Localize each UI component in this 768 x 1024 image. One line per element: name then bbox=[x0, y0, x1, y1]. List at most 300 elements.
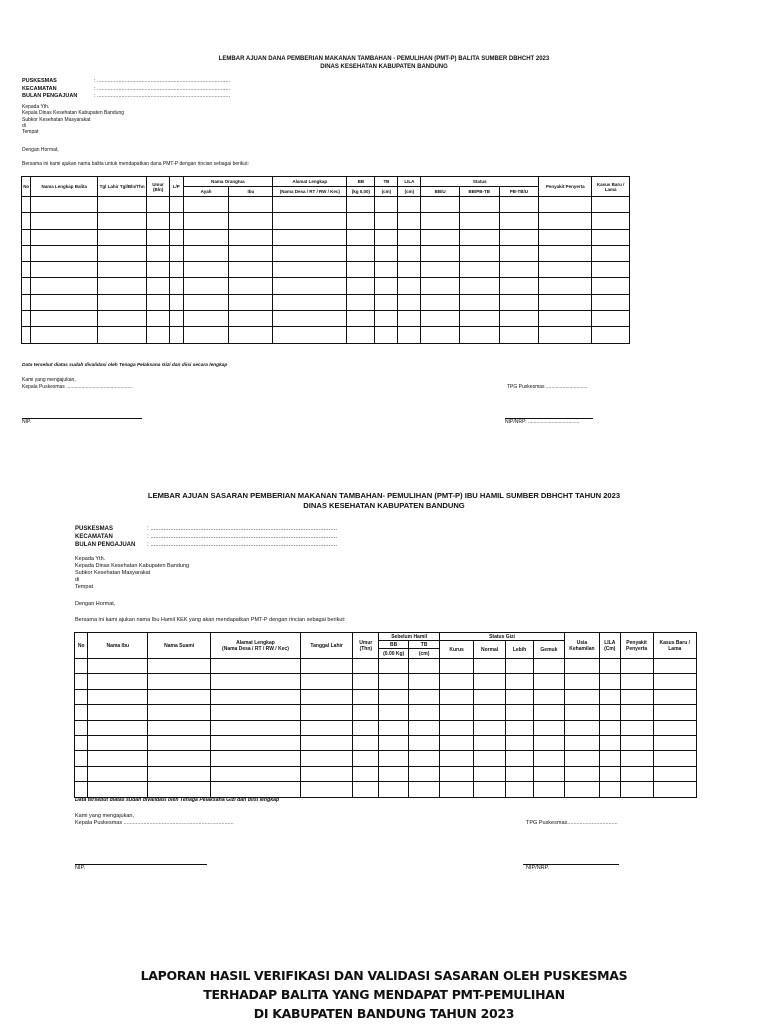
balita-table-cell bbox=[22, 245, 31, 261]
ibuhamil-table bbox=[74, 632, 697, 798]
ibuhamil-table-cell bbox=[474, 674, 506, 689]
ibuhamil-table-cell bbox=[300, 735, 353, 750]
ibuhamil-table-cell bbox=[533, 782, 564, 797]
ibuhamil-table-cell bbox=[75, 689, 88, 704]
ibuhamil-table-cell bbox=[409, 659, 440, 674]
balita-table-cell bbox=[31, 229, 98, 245]
balita-table-cell bbox=[459, 311, 499, 327]
balita-table-cell bbox=[170, 245, 184, 261]
ibuhamil-table-cell bbox=[409, 705, 440, 720]
th-alamat: Alamat Lengkap bbox=[273, 177, 347, 187]
th-alamat-sub: (Nama Desa / RT / RW / Kec) bbox=[273, 187, 347, 197]
ih-th-tanggal: Tanggal Lahir bbox=[300, 633, 353, 659]
balita-table-cell bbox=[539, 245, 592, 261]
ibuhamil-table-cell bbox=[353, 766, 379, 781]
ibuhamil-table-cell bbox=[440, 751, 474, 766]
ibuhamil-table-cell bbox=[506, 674, 534, 689]
ibuhamil-table-cell bbox=[409, 735, 440, 750]
ih-th-nama-suami: Nama Suami bbox=[148, 633, 211, 659]
ibuhamil-table-cell bbox=[379, 659, 409, 674]
balita-table-cell bbox=[183, 311, 229, 327]
balita-table-cell bbox=[459, 213, 499, 229]
ibuhamil-table-cell bbox=[506, 659, 534, 674]
ibuhamil-table-cell bbox=[599, 689, 620, 704]
ibuhamil-table-cell bbox=[211, 689, 301, 704]
balita-table-cell bbox=[375, 327, 398, 343]
th-kasus: Kasus Baru / Lama bbox=[592, 177, 630, 197]
balita-table-cell bbox=[539, 229, 592, 245]
balita-table-cell bbox=[347, 327, 375, 343]
th-tb-sub: (cm) bbox=[375, 187, 398, 197]
balita-table-cell bbox=[273, 294, 347, 310]
balita-table-cell bbox=[459, 327, 499, 343]
balita-table-cell bbox=[229, 229, 273, 245]
ibuhamil-table-cell bbox=[353, 674, 379, 689]
th-nama: Nama Lengkap Balita bbox=[31, 177, 98, 197]
balita-table-cell bbox=[170, 294, 184, 310]
balita-meta bbox=[22, 78, 230, 101]
ibuhamil-table-cell bbox=[75, 674, 88, 689]
balita-table-cell bbox=[273, 197, 347, 213]
balita-table-cell bbox=[421, 213, 460, 229]
ibuhamil-table-cell bbox=[88, 766, 148, 781]
ibuhamil-table-cell bbox=[148, 751, 211, 766]
balita-table-cell bbox=[421, 327, 460, 343]
balita-table-cell bbox=[273, 213, 347, 229]
ibuhamil-address: Kepada Yth. Kepada Dinas Kesehatan Kabupaten Bandung Subkor Kesehatan Masyarakat di Tempat bbox=[75, 556, 190, 590]
balita-table-cell bbox=[539, 262, 592, 278]
balita-table-cell bbox=[499, 229, 539, 245]
th-no: No bbox=[22, 177, 31, 197]
ibuhamil-table-cell bbox=[533, 705, 564, 720]
balita-table-cell bbox=[31, 197, 98, 213]
balita-table-cell bbox=[183, 262, 229, 278]
balita-table-cell bbox=[375, 229, 398, 245]
ibuhamil-table-cell bbox=[440, 705, 474, 720]
ibuhamil-sign-left: Kami yang mengajukan, Kepala Puskesmas ........................................................................ bbox=[75, 813, 234, 826]
balita-table-cell bbox=[98, 294, 147, 310]
balita-table-cell bbox=[459, 262, 499, 278]
ibuhamil-table-cell bbox=[533, 751, 564, 766]
balita-table-cell bbox=[347, 197, 375, 213]
balita-table-cell bbox=[398, 311, 421, 327]
balita-table-cell bbox=[539, 278, 592, 294]
balita-table-cell bbox=[229, 213, 273, 229]
ibuhamil-table-cell bbox=[506, 705, 534, 720]
ibuhamil-meta-kecamatan: KECAMATAN : ................................................................................................................ bbox=[75, 534, 338, 541]
ibuhamil-table-cell bbox=[379, 674, 409, 689]
balita-table-cell bbox=[347, 311, 375, 327]
ibuhamil-table-cell bbox=[440, 659, 474, 674]
ih-th-sebelum: Sebelum Hamil bbox=[379, 633, 440, 641]
ih-th-lila: LILA (Cm) bbox=[599, 633, 620, 659]
th-bb-sub: (kg 0,00) bbox=[347, 187, 375, 197]
th-orangtua: Nama Orangtua bbox=[183, 177, 273, 187]
ibuhamil-table-cell bbox=[211, 782, 301, 797]
balita-table-cell bbox=[147, 197, 170, 213]
ibuhamil-table-cell bbox=[533, 766, 564, 781]
ibuhamil-table-cell bbox=[564, 720, 599, 735]
balita-table-cell bbox=[421, 294, 460, 310]
balita-table-cell bbox=[98, 229, 147, 245]
ibuhamil-table-cell bbox=[211, 735, 301, 750]
balita-table-cell bbox=[273, 311, 347, 327]
ibuhamil-table-cell bbox=[474, 751, 506, 766]
ibuhamil-table-cell bbox=[564, 705, 599, 720]
balita-table-cell bbox=[98, 213, 147, 229]
ibuhamil-nip-left: NIP. bbox=[75, 865, 85, 871]
balita-table-cell bbox=[229, 327, 273, 343]
th-bbpb: BB/PB-TB bbox=[459, 187, 499, 197]
balita-table-cell bbox=[592, 327, 630, 343]
ih-th-tb: TB bbox=[409, 641, 440, 649]
balita-table-cell bbox=[347, 229, 375, 245]
balita-table-cell bbox=[147, 311, 170, 327]
balita-table-cell bbox=[499, 197, 539, 213]
ibuhamil-table-cell bbox=[564, 751, 599, 766]
balita-table-cell bbox=[375, 278, 398, 294]
th-pbtbu: PB-TB/U bbox=[499, 187, 539, 197]
balita-table-cell bbox=[592, 262, 630, 278]
balita-greeting: Dengan Hormat, bbox=[22, 147, 59, 153]
balita-table-cell bbox=[229, 262, 273, 278]
balita-table-cell bbox=[499, 294, 539, 310]
ih-th-status-gizi: Status Gizi bbox=[440, 633, 565, 641]
ibuhamil-table-cell bbox=[533, 674, 564, 689]
bottom-title-line1: LAPORAN HASIL VERIFIKASI DAN VALIDASI SASARAN OLEH PUSKESMAS bbox=[140, 968, 628, 983]
balita-table-cell bbox=[147, 327, 170, 343]
balita-table-cell bbox=[499, 278, 539, 294]
balita-table-cell bbox=[459, 197, 499, 213]
ibuhamil-note: Data tersebut diatas sudah divalidasi oleh Tenaga Pelaksana Gizi dan diisi lengkap bbox=[75, 797, 280, 803]
th-status: Status bbox=[421, 177, 539, 187]
ibuhamil-table-cell bbox=[474, 659, 506, 674]
balita-table-cell bbox=[398, 245, 421, 261]
th-penyakit: Penyakit Penyerta bbox=[539, 177, 592, 197]
ibuhamil-table-cell bbox=[300, 751, 353, 766]
balita-table-cell bbox=[229, 245, 273, 261]
balita-nip-left: NIP. bbox=[22, 419, 32, 425]
balita-table-cell bbox=[421, 229, 460, 245]
balita-table-cell bbox=[375, 213, 398, 229]
ibuhamil-table-cell bbox=[75, 782, 88, 797]
ibuhamil-table-cell bbox=[379, 751, 409, 766]
ibuhamil-table-cell bbox=[506, 689, 534, 704]
balita-table-cell bbox=[170, 262, 184, 278]
balita-address: Kepada Yth. Kepala Dinas Kesehatan Kabupaten Bandung Subkor Kesehatan Masyarakat di Tempat bbox=[22, 104, 125, 136]
ibuhamil-table-row bbox=[75, 659, 697, 674]
ibuhamil-table-cell bbox=[409, 674, 440, 689]
balita-table-cell bbox=[539, 311, 592, 327]
balita-table-cell bbox=[539, 213, 592, 229]
bottom-title-line3: DI KABUPATEN BANDUNG TAHUN 2023 bbox=[253, 1006, 515, 1021]
ibuhamil-table-cell bbox=[506, 720, 534, 735]
ibuhamil-table-cell bbox=[75, 766, 88, 781]
ibuhamil-table-cell bbox=[564, 782, 599, 797]
balita-table-cell bbox=[421, 278, 460, 294]
ibuhamil-table-cell bbox=[148, 782, 211, 797]
ibuhamil-table-cell bbox=[440, 735, 474, 750]
ibuhamil-table-cell bbox=[506, 782, 534, 797]
balita-table-cell bbox=[229, 311, 273, 327]
ih-th-kurus: Kurus bbox=[440, 641, 474, 659]
balita-sign-line-left bbox=[22, 418, 142, 419]
balita-table-cell bbox=[347, 262, 375, 278]
ibuhamil-table-cell bbox=[409, 720, 440, 735]
balita-table-cell bbox=[147, 278, 170, 294]
ibuhamil-table-cell bbox=[440, 674, 474, 689]
ibuhamil-table-cell bbox=[300, 659, 353, 674]
balita-table-row bbox=[22, 229, 630, 245]
balita-table-row bbox=[22, 327, 630, 343]
balita-table-cell bbox=[592, 213, 630, 229]
th-lp: L/P bbox=[170, 177, 184, 197]
ibuhamil-table-cell bbox=[75, 751, 88, 766]
ibuhamil-table-row bbox=[75, 735, 697, 750]
ibuhamil-title-line2: DINAS KESEHATAN KABUPATEN BANDUNG bbox=[303, 501, 465, 510]
balita-table-cell bbox=[592, 229, 630, 245]
balita-table-cell bbox=[229, 197, 273, 213]
ibuhamil-table-cell bbox=[88, 659, 148, 674]
balita-table-cell bbox=[592, 245, 630, 261]
ibuhamil-table-cell bbox=[75, 720, 88, 735]
ibuhamil-table-cell bbox=[653, 689, 696, 704]
ih-th-lebih: Lebih bbox=[506, 641, 534, 659]
ibuhamil-title-line1: LEMBAR AJUAN SASARAN PEMBERIAN MAKANAN TAMBAHAN- PEMULIHAN (PMT-P) IBU HAMIL SUMBER DBHCHT TAHUN 2023 bbox=[147, 491, 621, 500]
balita-table-cell bbox=[273, 229, 347, 245]
ibuhamil-table-cell bbox=[88, 674, 148, 689]
balita-table-cell bbox=[499, 213, 539, 229]
balita-table bbox=[21, 176, 630, 344]
balita-table-cell bbox=[421, 245, 460, 261]
balita-nip-right: NIP/NRP: ..................................... bbox=[505, 419, 580, 425]
ibuhamil-table-cell bbox=[409, 689, 440, 704]
ih-th-nama-ibu: Nama Ibu bbox=[88, 633, 148, 659]
th-ibu: Ibu bbox=[229, 187, 273, 197]
ibuhamil-table-cell bbox=[474, 766, 506, 781]
ibuhamil-table-cell bbox=[620, 782, 653, 797]
th-tgl-lahir: Tgl Lahir Tgl/Bln/Thn bbox=[98, 177, 147, 197]
balita-sign-left: Kami yang mengajukan, Kepala Puskesmas ................................................ bbox=[22, 377, 133, 390]
ibuhamil-table-cell bbox=[353, 720, 379, 735]
balita-table-cell bbox=[31, 311, 98, 327]
balita-intro: Bersama ini kami ajukan nama balita untuk mendapatkan dana PMT-P dengan rincian sebagai berikut: bbox=[22, 161, 249, 167]
balita-table-cell bbox=[592, 311, 630, 327]
balita-table-cell bbox=[229, 294, 273, 310]
ibuhamil-table-cell bbox=[440, 689, 474, 704]
ibuhamil-table-cell bbox=[474, 720, 506, 735]
balita-table-cell bbox=[375, 294, 398, 310]
ibuhamil-table-cell bbox=[599, 735, 620, 750]
ibuhamil-table-cell bbox=[533, 720, 564, 735]
balita-table-cell bbox=[229, 278, 273, 294]
ibuhamil-table-cell bbox=[379, 720, 409, 735]
balita-table-cell bbox=[183, 278, 229, 294]
balita-table-cell bbox=[98, 262, 147, 278]
ih-th-usia: Usia Kehamilan bbox=[564, 633, 599, 659]
ibuhamil-table-cell bbox=[533, 689, 564, 704]
ibuhamil-table-cell bbox=[353, 659, 379, 674]
ibuhamil-table-cell bbox=[75, 735, 88, 750]
ibuhamil-table-cell bbox=[148, 766, 211, 781]
balita-table-cell bbox=[183, 213, 229, 229]
ibuhamil-title bbox=[0, 491, 768, 511]
ibuhamil-table-cell bbox=[440, 782, 474, 797]
balita-table-cell bbox=[22, 197, 31, 213]
ih-th-tb-sub: (cm) bbox=[409, 649, 440, 659]
ibuhamil-table-cell bbox=[409, 782, 440, 797]
balita-table-row bbox=[22, 197, 630, 213]
balita-table-cell bbox=[273, 262, 347, 278]
ibuhamil-meta-bulan: BULAN PENGAJUAN : ................................................................................................................ bbox=[75, 542, 338, 549]
balita-table-cell bbox=[398, 278, 421, 294]
ibuhamil-intro: Bersama ini kami ajukan nama Ibu Hamil KEK yang akan mendapatkan PMT-P dengan rincian sebagai berikut: bbox=[75, 617, 346, 623]
ibuhamil-table-cell bbox=[148, 674, 211, 689]
ibuhamil-sign-line-left bbox=[75, 864, 207, 865]
balita-table-cell bbox=[592, 294, 630, 310]
balita-table-cell bbox=[499, 327, 539, 343]
bottom-title bbox=[0, 966, 768, 1023]
balita-table-row bbox=[22, 311, 630, 327]
balita-table-cell bbox=[147, 294, 170, 310]
balita-table-cell bbox=[499, 262, 539, 278]
ibuhamil-table-cell bbox=[353, 705, 379, 720]
ih-th-bb-sub: (0.00 Kg) bbox=[379, 649, 409, 659]
ibuhamil-table-cell bbox=[211, 751, 301, 766]
ibuhamil-table-cell bbox=[653, 705, 696, 720]
balita-table-cell bbox=[183, 245, 229, 261]
ibuhamil-table-cell bbox=[148, 659, 211, 674]
balita-table-cell bbox=[499, 245, 539, 261]
balita-table-cell bbox=[398, 197, 421, 213]
th-umur: Umur (Bln) bbox=[147, 177, 170, 197]
ibuhamil-table-cell bbox=[620, 751, 653, 766]
ibuhamil-table-cell bbox=[88, 751, 148, 766]
ibuhamil-table-row bbox=[75, 674, 697, 689]
ibuhamil-table-cell bbox=[474, 705, 506, 720]
ibuhamil-table-cell bbox=[653, 659, 696, 674]
ibuhamil-table-cell bbox=[75, 705, 88, 720]
balita-table-cell bbox=[592, 278, 630, 294]
ih-th-gemuk: Gemuk bbox=[533, 641, 564, 659]
balita-table-cell bbox=[459, 278, 499, 294]
ibuhamil-table-cell bbox=[211, 659, 301, 674]
balita-table-cell bbox=[398, 327, 421, 343]
ibuhamil-table-cell bbox=[148, 705, 211, 720]
balita-table-cell bbox=[170, 327, 184, 343]
ibuhamil-table-cell bbox=[653, 751, 696, 766]
balita-table-cell bbox=[459, 245, 499, 261]
ibuhamil-meta-puskesmas: PUSKESMAS : ................................................................................................................ bbox=[75, 526, 338, 532]
balita-table-cell bbox=[22, 229, 31, 245]
ih-th-penyakit: Penyakit Penyerta bbox=[620, 633, 653, 659]
ibuhamil-table-cell bbox=[379, 735, 409, 750]
balita-table-cell bbox=[183, 327, 229, 343]
ibuhamil-table-row bbox=[75, 766, 697, 781]
ibuhamil-sign-right: TPG Puskesmas................................. bbox=[526, 820, 618, 826]
balita-table-body bbox=[22, 197, 630, 344]
ibuhamil-table-cell bbox=[599, 782, 620, 797]
balita-meta-kecamatan: KECAMATAN : ....................................................................................... bbox=[22, 85, 230, 92]
ibuhamil-table-cell bbox=[474, 782, 506, 797]
ibuhamil-table-cell bbox=[379, 705, 409, 720]
ibuhamil-table-cell bbox=[620, 674, 653, 689]
balita-table-cell bbox=[375, 245, 398, 261]
ih-th-normal: Normal bbox=[474, 641, 506, 659]
ibuhamil-table-cell bbox=[300, 720, 353, 735]
ibuhamil-table-cell bbox=[564, 735, 599, 750]
ibuhamil-table-body bbox=[75, 659, 697, 798]
balita-table-row bbox=[22, 278, 630, 294]
th-ayah: Ayah bbox=[183, 187, 229, 197]
ibuhamil-table-cell bbox=[75, 659, 88, 674]
th-lila-sub: (cm) bbox=[398, 187, 421, 197]
balita-table-cell bbox=[31, 262, 98, 278]
ibuhamil-table-cell bbox=[620, 720, 653, 735]
balita-table-cell bbox=[170, 278, 184, 294]
ibuhamil-table-cell bbox=[300, 782, 353, 797]
balita-table-cell bbox=[273, 245, 347, 261]
balita-table-cell bbox=[31, 294, 98, 310]
ibuhamil-table-cell bbox=[599, 766, 620, 781]
ibuhamil-table-cell bbox=[620, 766, 653, 781]
balita-table-cell bbox=[147, 229, 170, 245]
balita-table-cell bbox=[98, 311, 147, 327]
balita-table-cell bbox=[539, 327, 592, 343]
balita-table-cell bbox=[22, 213, 31, 229]
balita-table-cell bbox=[22, 327, 31, 343]
ih-th-alamat: Alamat Lengkap (Nama Desa / RT / RW / Kec) bbox=[211, 633, 301, 659]
balita-table-cell bbox=[459, 294, 499, 310]
balita-table-cell bbox=[421, 197, 460, 213]
balita-table-cell bbox=[170, 311, 184, 327]
ih-th-umur: Umur (Thn) bbox=[353, 633, 379, 659]
ibuhamil-table-row bbox=[75, 751, 697, 766]
ibuhamil-table-cell bbox=[211, 766, 301, 781]
ibuhamil-table-cell bbox=[211, 674, 301, 689]
ibuhamil-table-cell bbox=[506, 751, 534, 766]
balita-table-cell bbox=[170, 229, 184, 245]
ibuhamil-table-cell bbox=[300, 766, 353, 781]
balita-table-cell bbox=[539, 294, 592, 310]
ibuhamil-table-cell bbox=[599, 751, 620, 766]
ih-th-bb: BB bbox=[379, 641, 409, 649]
ibuhamil-table-cell bbox=[88, 735, 148, 750]
ih-th-no: No bbox=[75, 633, 88, 659]
ibuhamil-table-cell bbox=[88, 689, 148, 704]
balita-title bbox=[0, 55, 768, 71]
ibuhamil-table-cell bbox=[620, 659, 653, 674]
ibuhamil-table-cell bbox=[211, 705, 301, 720]
ibuhamil-table-cell bbox=[353, 735, 379, 750]
ibuhamil-table-cell bbox=[88, 782, 148, 797]
balita-table-cell bbox=[31, 327, 98, 343]
balita-table-row bbox=[22, 294, 630, 310]
ibuhamil-table-cell bbox=[379, 766, 409, 781]
balita-table-cell bbox=[22, 262, 31, 278]
balita-table-cell bbox=[170, 197, 184, 213]
ibuhamil-table-cell bbox=[353, 689, 379, 704]
ibuhamil-table-row bbox=[75, 720, 697, 735]
ibuhamil-table-cell bbox=[88, 720, 148, 735]
ibuhamil-table-cell bbox=[620, 705, 653, 720]
balita-table-cell bbox=[31, 213, 98, 229]
balita-table-cell bbox=[147, 213, 170, 229]
ibuhamil-table-cell bbox=[474, 735, 506, 750]
ibuhamil-table-cell bbox=[653, 720, 696, 735]
ibuhamil-table-cell bbox=[653, 735, 696, 750]
balita-table-cell bbox=[375, 262, 398, 278]
